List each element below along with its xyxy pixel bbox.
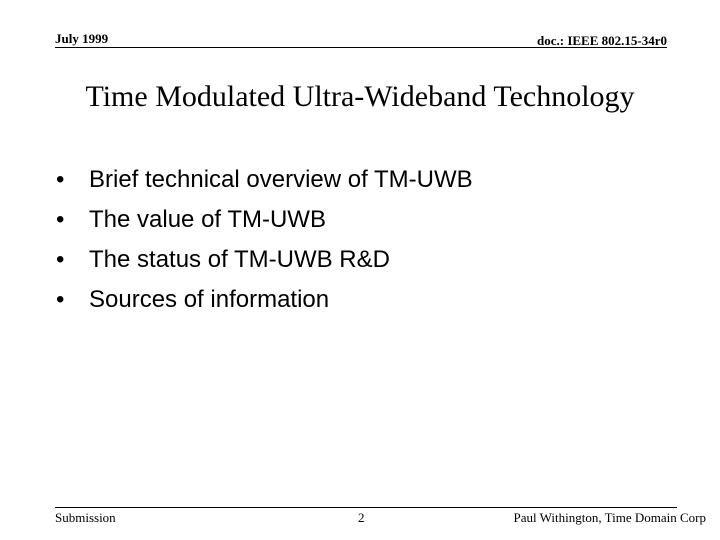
footer-author: Paul Withington, Time Domain Corp (513, 510, 706, 525)
header-doc-id: doc.: IEEE 802.15-34r0 (537, 33, 667, 48)
bullet-marker: • (56, 206, 65, 233)
bullet-text: The status of TM-UWB R&D (89, 246, 390, 273)
bullet-marker: • (56, 166, 65, 193)
header-divider (55, 47, 667, 48)
bullet-text: Brief technical overview of TM-UWB (89, 166, 473, 193)
bullet-text: The value of TM-UWB (89, 206, 326, 233)
bullet-marker: • (56, 246, 65, 273)
page-number: 2 (358, 510, 365, 525)
header-date: July 1999 (55, 31, 109, 46)
slide-title: Time Modulated Ultra-Wideband Technology (85, 80, 635, 113)
bullet-text: Sources of information (89, 286, 330, 313)
footer-submission-label: Submission (55, 510, 116, 525)
footer-divider (55, 507, 677, 508)
bullet-marker: • (56, 286, 65, 313)
